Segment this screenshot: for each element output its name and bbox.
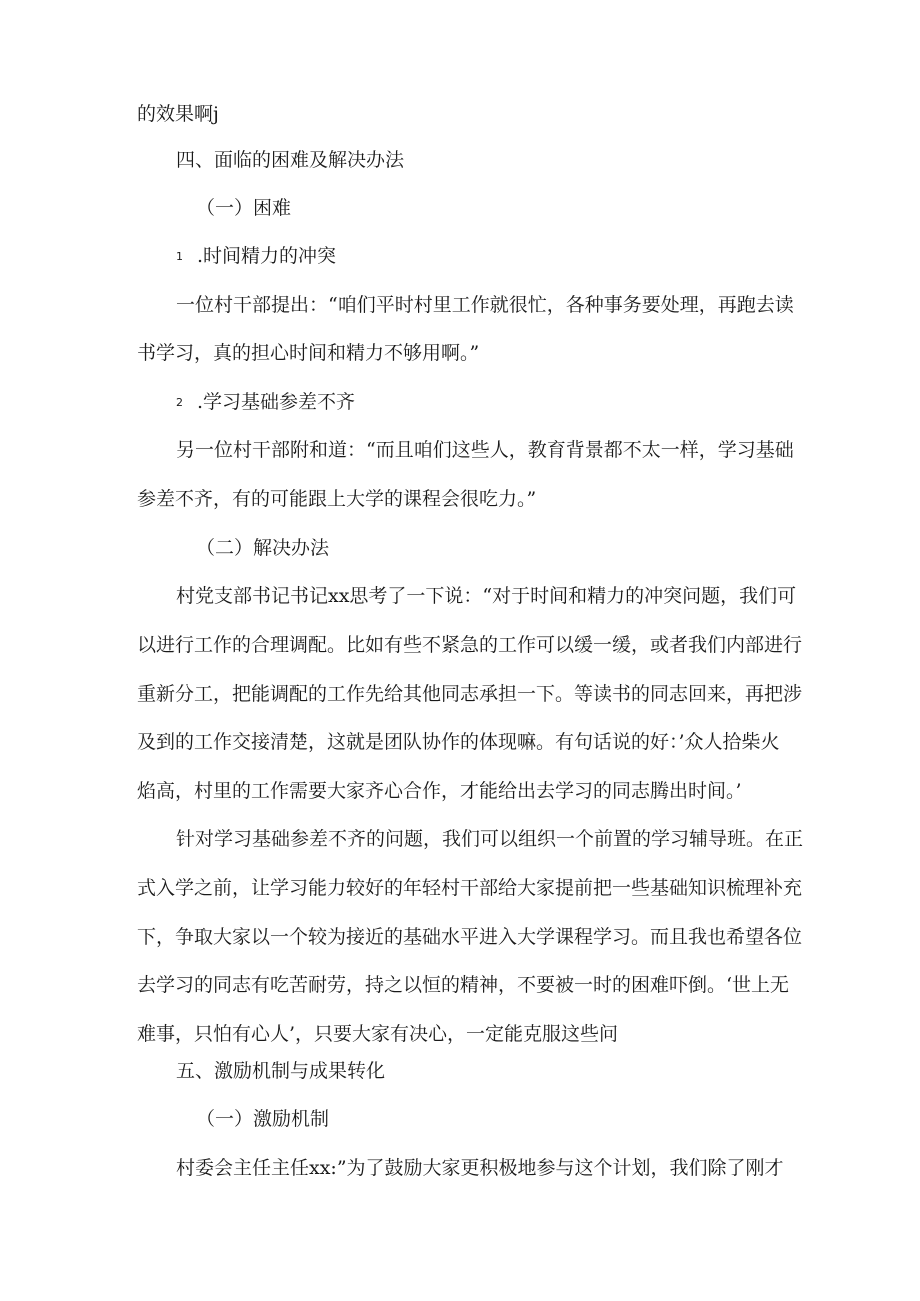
section-heading-5: 五、激励机制与成果转化 xyxy=(176,1060,386,1082)
paragraph-line: 一位村干部提出：“咱们平时村里工作就很忙，各种事务要处理，再跑去读 xyxy=(176,294,794,316)
paragraph-line: 针对学习基础参差不齐的问题，我们可以组织一个前置的学习辅导班。在正 xyxy=(176,828,804,850)
subsection-heading-incentive: （一）激励机制 xyxy=(196,1108,330,1130)
paragraph-line: 书学习，真的担心时间和精力不够用啊。” xyxy=(137,342,480,364)
section-heading-4: 四、面临的困难及解决办法 xyxy=(176,149,405,171)
paragraph-line: 参差不齐，有的可能跟上大学的课程会很吃力。” xyxy=(137,488,537,510)
list-item-label: .时间精力的冲突 xyxy=(197,245,337,267)
paragraph-line: 以进行工作的合理调配。比如有些不紧急的工作可以缓一缓，或者我们内部进行 xyxy=(137,634,803,656)
paragraph-continuation: 的效果啊j xyxy=(137,103,219,125)
list-number: 1 xyxy=(176,250,183,263)
paragraph-line: 式入学之前，让学习能力较好的年轻村干部给大家提前把一些基础知识梳理补充 xyxy=(137,877,803,899)
list-item-1 xyxy=(176,243,336,270)
subsection-heading-solutions: （二）解决办法 xyxy=(196,537,330,559)
subsection-heading-difficulties: （一）困难 xyxy=(196,197,292,219)
paragraph-line: 焰高，村里的工作需要大家齐心合作，才能给出去学习的同志腾出时间。’ xyxy=(137,780,742,802)
paragraph-line: 村党支部书记书记xx思考了一下说：“对于时间和精力的冲突问题，我们可 xyxy=(176,585,797,607)
paragraph-line: 下，争取大家以一个较为接近的基础水平进入大学课程学习。而且我也希望各位 xyxy=(137,926,803,948)
paragraph-line: 及到的工作交接清楚，这就是团队协作的体现嘛。有句话说的好：’众人拾柴火 xyxy=(137,731,780,753)
paragraph-line: 村委会主任主任xx:”为了鼓励大家更积极地参与这个计划，我们除了刚才 xyxy=(176,1157,784,1179)
paragraph-line: 另一位村干部附和道：“而且咱们这些人，教育背景都不太一样，学习基础 xyxy=(176,439,794,461)
paragraph-line: 难事，只怕有心人’，只要大家有决心，一定能克服这些问 xyxy=(137,1023,619,1045)
paragraph-line: 重新分工，把能调配的工作先给其他同志承担一下。等读书的同志回来，再把涉 xyxy=(137,683,803,705)
paragraph-line: 去学习的同志有吃苦耐劳，持之以恒的精神，不要被一时的困难吓倒。‘世上无 xyxy=(137,974,790,996)
list-item-2 xyxy=(176,389,355,416)
list-number: 2 xyxy=(176,396,183,409)
list-item-label: .学习基础参差不齐 xyxy=(197,391,356,413)
